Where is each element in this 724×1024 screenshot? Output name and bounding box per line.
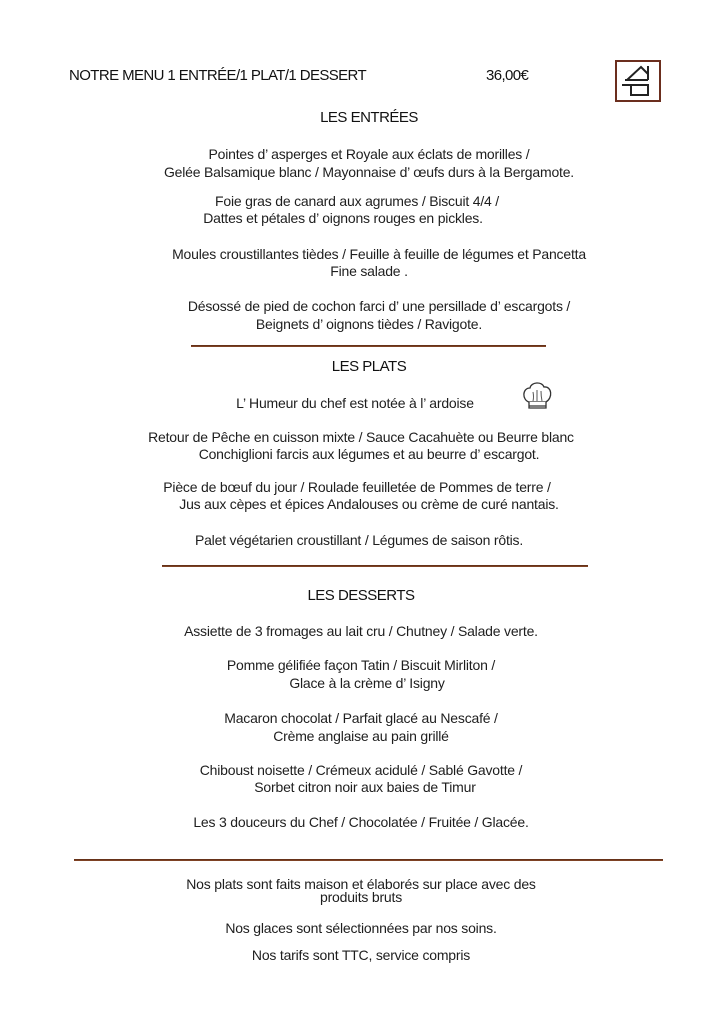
entree-line: Dattes et pétales d’ oignons rouges en pickles. — [203, 210, 483, 226]
menu-title: NOTRE MENU 1 ENTRÉE/1 PLAT/1 DESSERT — [69, 67, 367, 84]
entree-line: Gelée Balsamique blanc / Mayonnaise d’ œufs durs à la Bergamote. — [163, 164, 574, 180]
footer-line: Nos glaces sont sélectionnées par nos soins. — [225, 920, 497, 936]
section-title-entrees: LES ENTRÉES — [320, 109, 418, 126]
dessert-line: Les 3 douceurs du Chef / Chocolatée / Fruitée / Glacée. — [193, 814, 529, 830]
dessert-line: Crème anglaise au pain grillé — [273, 728, 449, 744]
plat-line: Palet végétarien croustillant / Légumes de saison rôtis. — [194, 532, 524, 548]
divider — [191, 345, 546, 347]
entree-line: Beignets d’ oignons tièdes / Ravigote. — [255, 316, 483, 332]
section-title-plats: LES PLATS — [331, 358, 407, 375]
dessert-line: Sorbet citron noir aux baies de Timur — [254, 779, 476, 795]
divider — [74, 859, 663, 861]
plat-line: Jus aux cèpes et épices Andalouses ou crème de curé nantais. — [179, 496, 559, 512]
entree-line: Pointes d’ asperges et Royale aux éclats de morilles / — [208, 146, 530, 162]
entree-line: Moules croustillantes tièdes / Feuille à feuille de légumes et Pancetta — [172, 246, 586, 262]
chef-hat-icon — [520, 380, 554, 417]
entree-line: Désossé de pied de cochon farci d’ une persillade d’ escargots / — [187, 298, 571, 314]
entree-line: Foie gras de canard aux agrumes / Biscuit 4/4 / — [215, 193, 499, 209]
dessert-line: Assiette de 3 fromages au lait cru / Chutney / Salade verte. — [184, 623, 538, 639]
divider — [162, 565, 588, 567]
plat-line: Conchiglioni farcis aux légumes et au beurre d’ escargot. — [198, 446, 540, 462]
house-logo-icon — [615, 60, 661, 102]
dessert-line: Glace à la crème d’ Isigny — [289, 675, 445, 691]
footer-line: Nos plats sont faits maison et élaborés sur place avec des — [186, 876, 536, 892]
plat-line: Retour de Pêche en cuisson mixte / Sauce Cacahuète ou Beurre blanc — [148, 429, 574, 445]
section-title-desserts: LES DESSERTS — [307, 587, 415, 604]
footer-line: produits bruts — [319, 889, 403, 905]
chef-note: L’ Humeur du chef est notée à l’ ardoise — [236, 395, 474, 411]
dessert-line: Macaron chocolat / Parfait glacé au Nescafé / — [224, 710, 498, 726]
dessert-line: Chiboust noisette / Crémeux acidulé / Sablé Gavotte / — [199, 762, 523, 778]
menu-price: 36,00€ — [486, 67, 529, 84]
dessert-line: Pomme gélifiée façon Tatin / Biscuit Mirliton / — [226, 657, 496, 673]
footer-line: Nos tarifs sont TTC, service compris — [251, 947, 471, 963]
plat-line: Pièce de bœuf du jour / Roulade feuilletée de Pommes de terre / — [163, 479, 551, 495]
entree-line: Fine salade . — [330, 263, 408, 279]
